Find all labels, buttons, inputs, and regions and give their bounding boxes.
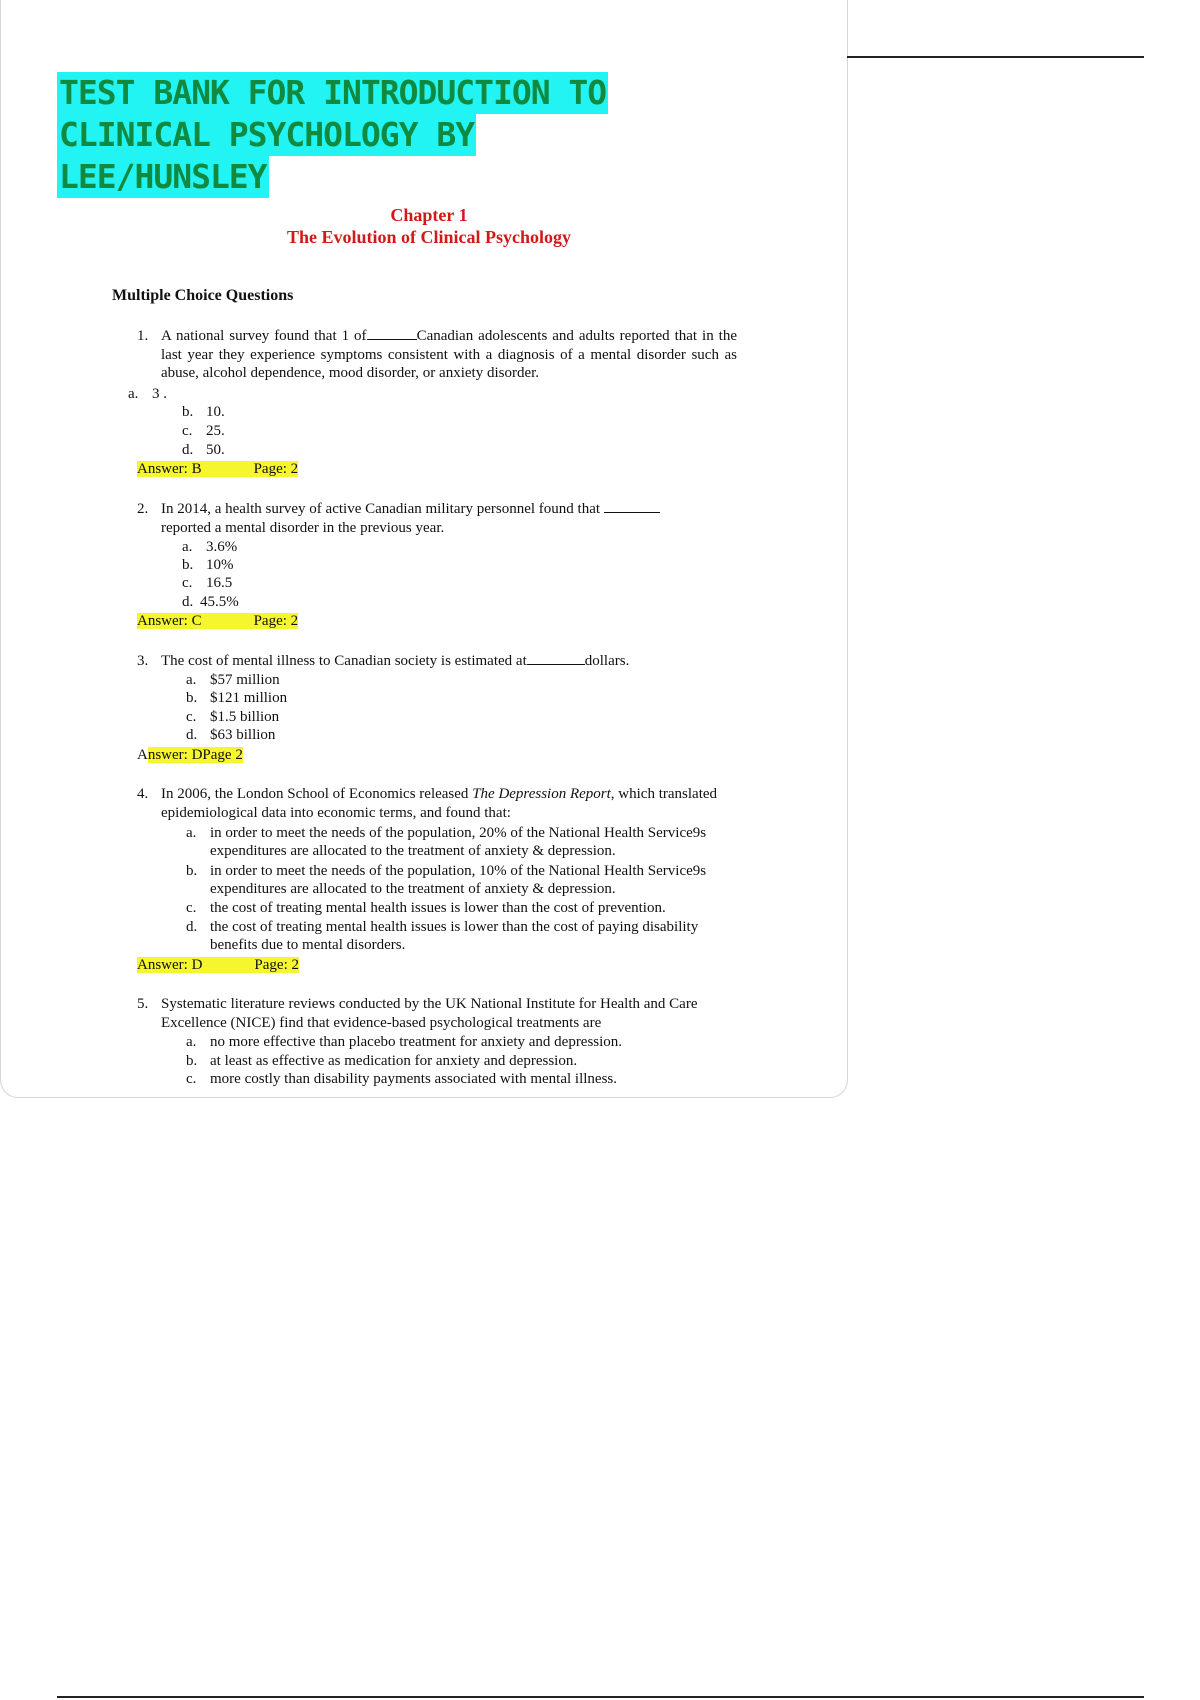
option-4a: a. in order to meet the needs of the population, 20% of the National Health Service9s expenditures are allocated to the treatment of anxiety & depression.	[186, 825, 707, 859]
question-number: 2.	[137, 501, 149, 517]
question-text: In 2014, a health survey of active Canadian military personnel found that reported a mental disorder in the previous year.	[161, 500, 737, 537]
option-1b: b. 10.	[182, 404, 225, 420]
question-number: 3.	[137, 653, 149, 669]
option-3d: d. $63 billion	[186, 727, 276, 743]
chapter-title: The Evolution of Clinical Psychology	[286, 227, 572, 247]
option-2b: b. 10%	[182, 557, 234, 573]
answer-blank	[604, 500, 660, 513]
title-line-2: CLINICAL PSYCHOLOGY BY	[59, 115, 475, 154]
question-3	[137, 652, 737, 671]
question-4	[137, 785, 737, 822]
answer-blank	[527, 652, 585, 665]
option-1d: d. 50.	[182, 442, 225, 458]
question-text: The cost of mental illness to Canadian society is estimated at dollars.	[161, 653, 630, 669]
question-number: 5.	[137, 996, 149, 1012]
footer-rule	[57, 1696, 1144, 1698]
answer-4: Answer: D Page: 2	[137, 957, 299, 973]
question-2	[137, 500, 737, 537]
section-heading: Multiple Choice Questions	[112, 287, 294, 304]
header-rule	[847, 56, 1144, 58]
option-1a: a. 3 .	[128, 386, 167, 402]
option-3a: a. $57 million	[186, 672, 280, 688]
answer-1: Answer: B Page: 2	[137, 461, 299, 477]
option-1c: c. 25.	[182, 423, 225, 439]
option-3b: b. $121 million	[186, 690, 288, 706]
option-4c: c. the cost of treating mental health issues is lower than the cost of prevention.	[186, 900, 666, 916]
question-text: Systematic literature reviews conducted by the UK National Institute for Health and Care Excellence (NICE) find that evidence-based psychological treatments are	[161, 996, 698, 1031]
question-text: In 2006, the London School of Economics released The Depression Report, which translated epidemiological data into economic terms, and found that:	[161, 786, 718, 821]
option-5c: c. more costly than disability payments associated with mental illness.	[186, 1071, 618, 1087]
question-1	[137, 327, 737, 383]
option-2c: c. 16.5	[182, 575, 233, 591]
option-4d: d. the cost of treating mental health issues is lower than the cost of paying disability benefits due to mental disorders.	[186, 919, 699, 953]
chapter-number: Chapter 1	[390, 205, 468, 225]
question-5	[137, 995, 737, 1032]
option-2a: a. 3.6%	[182, 539, 238, 555]
option-2d: d. 45.5%	[182, 594, 239, 610]
report-title: The Depression Report	[472, 786, 611, 802]
answer-3: Answer: DPage 2	[137, 747, 243, 763]
title-line-3: LEE/HUNSLEY	[59, 157, 267, 196]
option-5a: a. no more effective than placebo treatment for anxiety and depression.	[186, 1034, 623, 1050]
option-5b: b. at least as effective as medication for anxiety and depression.	[186, 1053, 578, 1069]
question-text: A national survey found that 1 of Canadian adolescents and adults reported that in the last year they experience symptoms consistent with a diagnosis of a mental disorder such as abuse, alcohol dependence, mood disorder, or anxiety disorder.	[161, 328, 738, 381]
option-4b: b. in order to meet the needs of the population, 10% of the National Health Service9s expenditures are allocated to the treatment of anxiety & depression.	[186, 863, 707, 897]
question-number: 4.	[137, 786, 149, 802]
option-3c: c. $1.5 billion	[186, 709, 280, 725]
answer-2: Answer: C Page: 2	[137, 613, 299, 629]
title-line-1: TEST BANK FOR INTRODUCTION TO	[59, 73, 607, 112]
question-number: 1.	[137, 328, 149, 344]
answer-blank	[367, 327, 417, 340]
document-title	[57, 72, 608, 198]
